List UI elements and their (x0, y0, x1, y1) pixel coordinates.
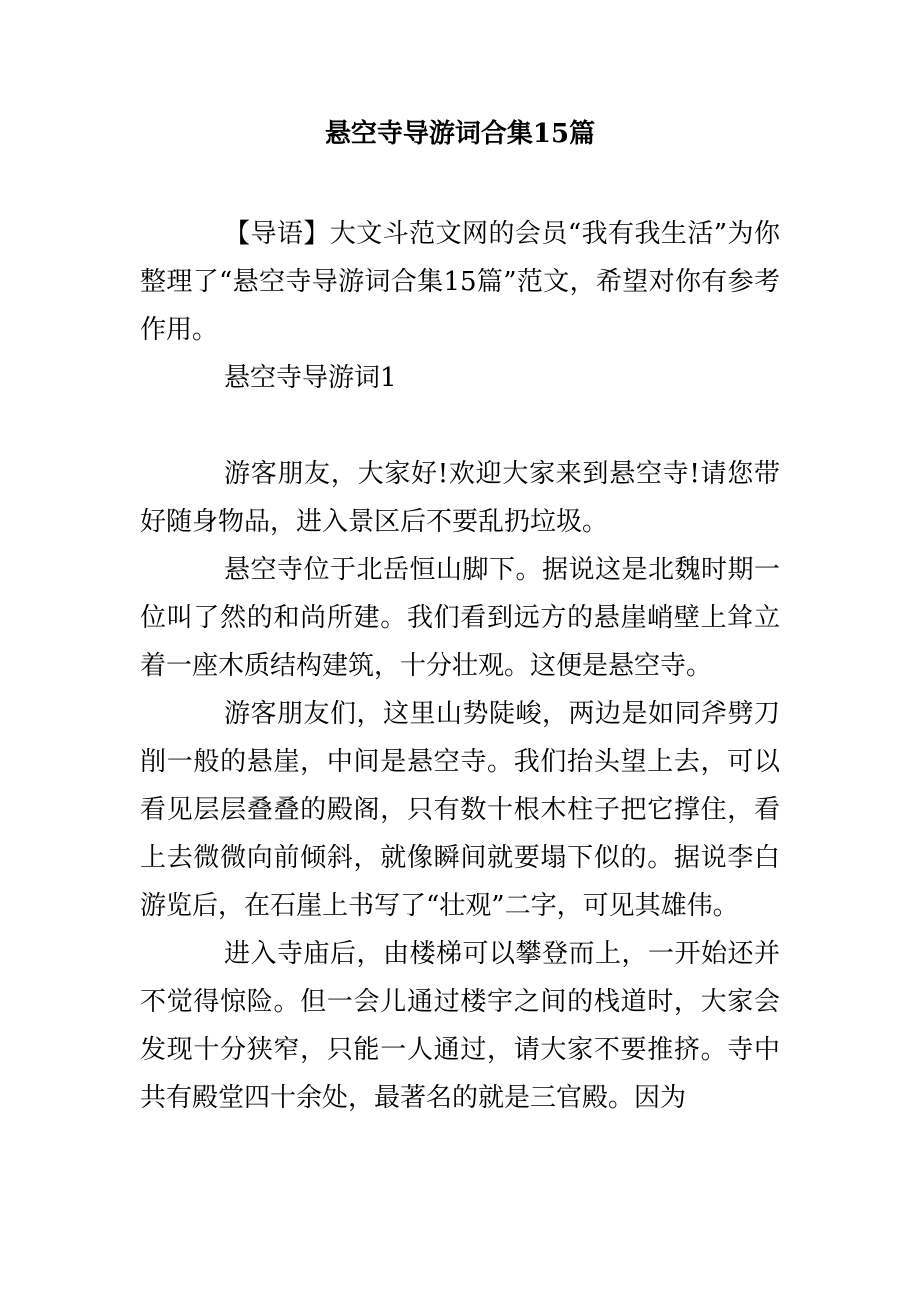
blank-line (140, 402, 780, 450)
document-title: 悬空寺导游词合集15篇 (324, 119, 596, 149)
body-paragraph-1: 游客朋友，大家好!欢迎大家来到悬空寺!请您带好随身物品，进入景区后不要乱扔垃圾。 (140, 459, 780, 537)
body-paragraph-2: 悬空寺位于北岳恒山脚下。据说这是北魏时期一位叫了然的和尚所建。我们看到远方的悬崖峭壁上耸立着一座木质结构建筑，十分壮观。这便是悬空寺。 (140, 555, 780, 681)
body-paragraph-4: 进入寺庙后，由楼梯可以攀登而上，一开始还并不觉得惊险。但一会儿通过楼宇之间的栈道时，大家会发现十分狭窄，只能一人通过，请大家不要推挤。寺中共有殿堂四十余处，最著名的就是三官殿。因为 (140, 939, 780, 1113)
body-paragraph-3: 游客朋友们，这里山势陡峻，两边是如同斧劈刀削一般的悬崖，中间是悬空寺。我们抬头望上去，可以看见层层叠叠的殿阁，只有数十根木柱子把它撑住，看上去微微向前倾斜，就像瞬间就要塌下似的。据说李白游览后，在石崖上书写了“壮观”二字，可见其雄伟。 (140, 699, 780, 921)
document-body (140, 210, 780, 1122)
intro-paragraph: 【导语】大文斗范文网的会员“我有我生活”为你整理了“悬空寺导游词合集15篇”范文，希望对你有参考作用。 (140, 219, 780, 345)
section-heading: 悬空寺导游词1 (224, 363, 397, 393)
